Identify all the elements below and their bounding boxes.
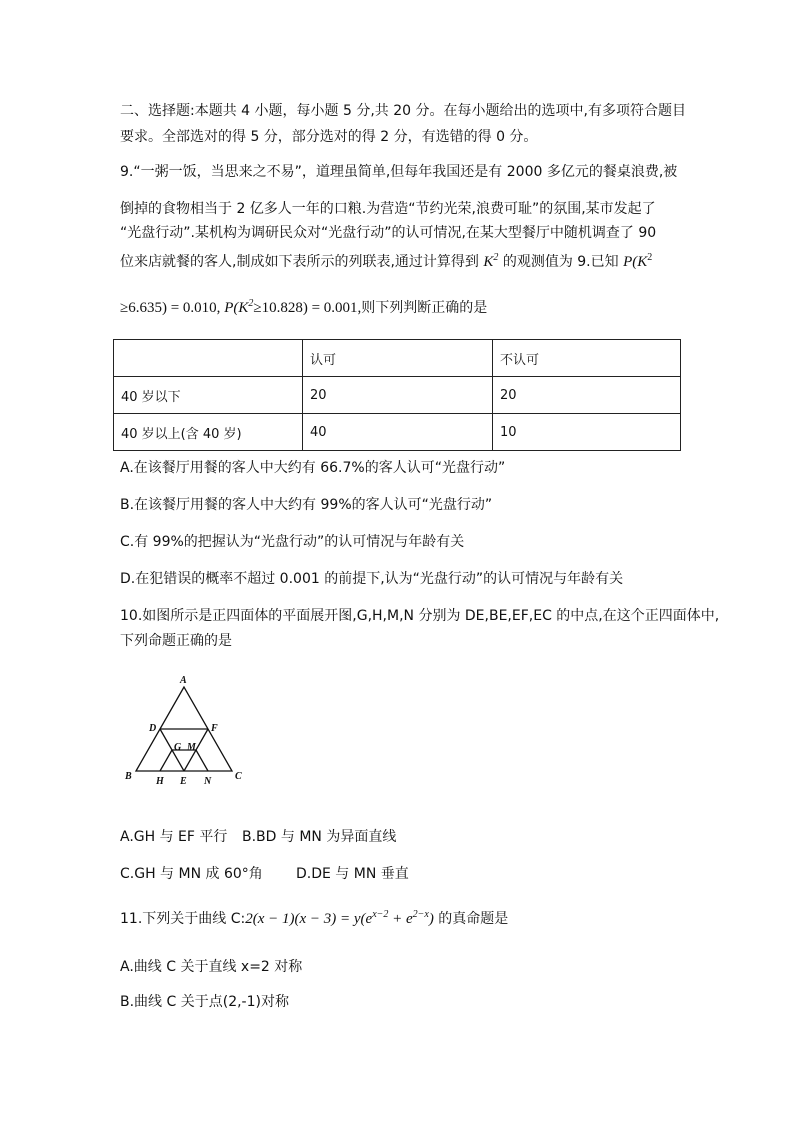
table-header-cell: 认可	[303, 340, 493, 377]
q10-option-b: B.BD 与 MN 为异面直线	[242, 829, 397, 845]
label-d: D	[149, 723, 157, 734]
q9-option-d: D.在犯错误的概率不超过 0.001 的前提下,认为“光盘行动”的认可情况与年龄有关	[120, 571, 624, 587]
q9-option-a: A.在该餐厅用餐的客人中大约有 66.7%的客人认可“光盘行动”	[120, 460, 506, 476]
label-e: E	[180, 776, 187, 787]
table-row	[114, 377, 681, 414]
prob-2: ≥10.828) = 0.001,	[253, 300, 362, 316]
q10-option-d: D.DE 与 MN 垂直	[296, 866, 409, 882]
q10-option-a: A.GH 与 EF 平行	[120, 829, 228, 845]
label-b: B	[125, 771, 132, 782]
table-cell: 20	[493, 377, 681, 414]
table-cell: 40 岁以上(含 40 岁)	[114, 414, 303, 451]
table-cell: 40	[303, 414, 493, 451]
q9-line5	[120, 297, 487, 317]
contingency-table	[113, 339, 681, 451]
table-header-cell	[114, 340, 303, 377]
section-header-line1: 二、选择题:本题共 4 小题，每小题 5 分,共 20 分。在每小题给出的选项中,有多项符合题目	[120, 103, 686, 119]
q11-suffix: 的真命题是	[433, 911, 509, 927]
q9-line4-obs: 的观测值为 9.已知	[502, 254, 619, 270]
label-h: H	[156, 776, 164, 787]
table-header-cell: 不认可	[493, 340, 681, 377]
q11-line1	[120, 908, 508, 928]
q9-line1: 9.“一粥一饭，当思来之不易”，道理虽简单,但每年我国还是有 2000 多亿元的餐桌浪费,被	[120, 164, 678, 180]
table-header-row	[114, 340, 681, 377]
table-cell: 40 岁以下	[114, 377, 303, 414]
q10-option-c: C.GH 与 MN 成 60°角	[120, 866, 263, 882]
q9-line5-text: 则下列判断正确的是	[361, 300, 488, 316]
q10-line2: 下列命题正确的是	[120, 633, 232, 649]
q11-equation: $2(x - 1)(x - 3) = y(e^{x-2} + e^{2-x})$	[245, 909, 434, 927]
line-mn	[196, 750, 208, 771]
prob-p-open: $P(K^2$	[623, 252, 653, 270]
line-gh	[160, 750, 172, 771]
q9-line3: “光盘行动”.某机构为调研民众对“光盘行动”的认可情况,在某大型餐厅中随机调查了 90	[120, 225, 657, 241]
q9-option-b: B.在该餐厅用餐的客人中大约有 99%的客人认可“光盘行动”	[120, 497, 493, 513]
tetrahedron-net-figure	[120, 670, 260, 795]
label-f: F	[211, 723, 218, 734]
q9-option-c: C.有 99%的把握认为“光盘行动”的认可情况与年龄有关	[120, 534, 465, 550]
label-n: N	[204, 776, 212, 787]
prob-1: ≥6.635) = 0.010,	[120, 300, 225, 316]
table-cell: 20	[303, 377, 493, 414]
table-cell: 10	[493, 414, 681, 451]
q10-line1: 10.如图所示是正四面体的平面展开图,G,H,M,N 分别为 DE,BE,EF,EC 的中点,在这个正四面体中,	[120, 608, 720, 624]
q11-option-b: B.曲线 C 关于点(2,-1)对称	[120, 994, 289, 1010]
section-header-line2: 要求。全部选对的得 5 分，部分选对的得 2 分，有选错的得 0 分。	[120, 129, 538, 145]
label-a: A	[180, 675, 187, 686]
q11-option-a: A.曲线 C 关于直线 x=2 对称	[120, 959, 303, 975]
label-g: G	[174, 742, 182, 753]
table-row	[114, 414, 681, 451]
label-c: C	[235, 771, 242, 782]
q9-line2: 倒掉的食物相当于 2 亿多人一年的口粮.为营造“节约光荣,浪费可耻”的氛围,某市发起了	[120, 201, 656, 217]
q11-prefix: 11.下列关于曲线 C:	[120, 911, 246, 927]
q9-line4	[120, 251, 652, 271]
k2-symbol: $K^2$	[483, 252, 499, 270]
label-m: M	[187, 742, 196, 753]
q9-line4-text: 位来店就餐的客人,制成如下表所示的列联表,通过计算得到	[120, 254, 479, 270]
prob-2-p: $P(K^2$	[224, 298, 254, 316]
